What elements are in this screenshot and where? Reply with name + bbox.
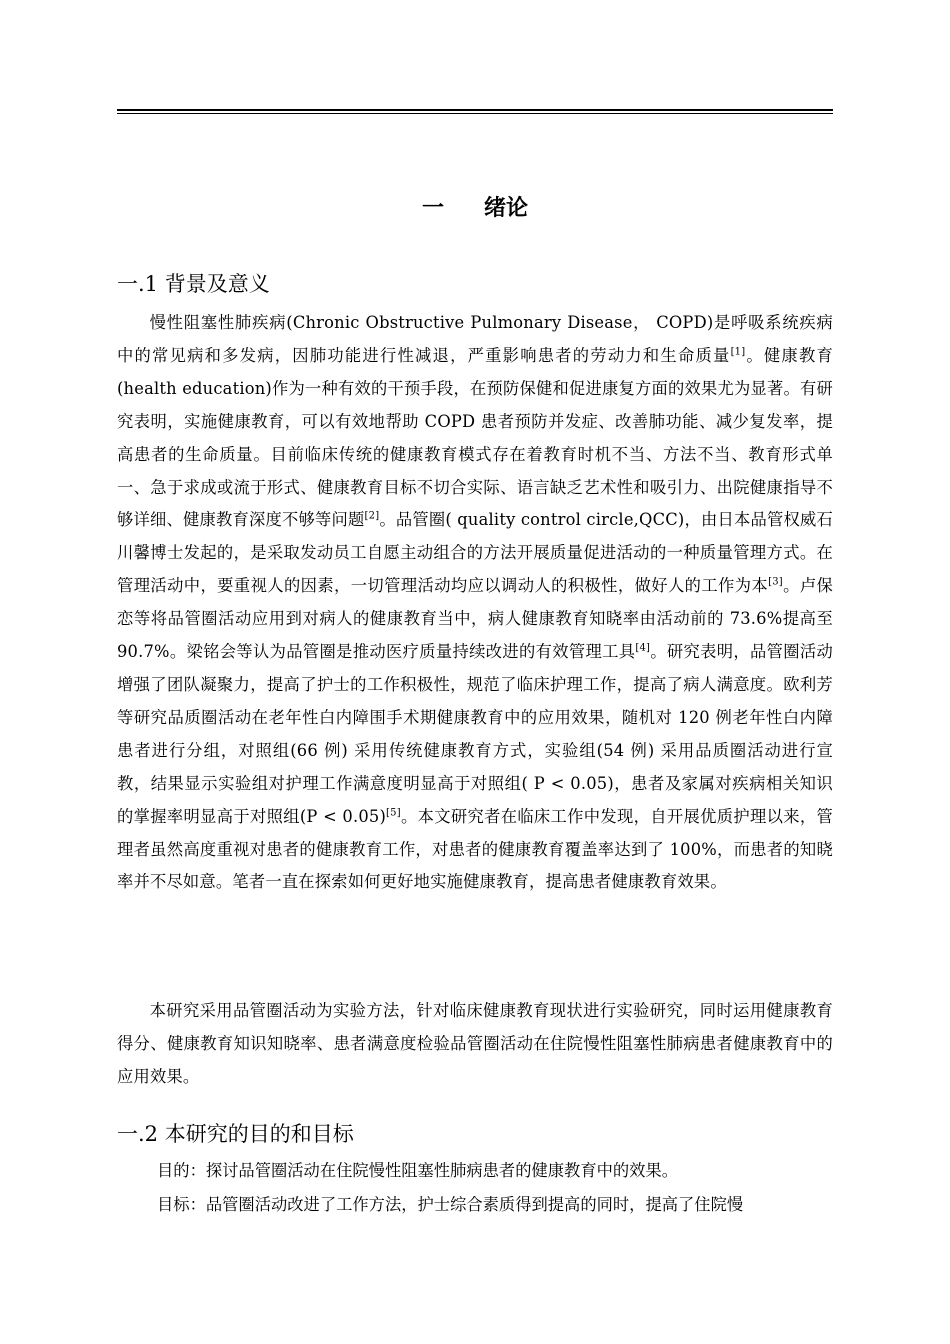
citation-2: [2]	[364, 511, 380, 523]
chapter-name: 绪论	[484, 196, 529, 221]
background-paragraph-2: 本研究采用品管圈活动为实验方法，针对临床健康教育现状进行实验研究，同时运用健康教育得分、健康教育知识知晓率、患者满意度检验品管圈活动在住院慢性阻塞性肺病患者健康教育中的应用效果。	[117, 1001, 833, 1086]
chapter-number: 一	[421, 196, 444, 221]
purpose-text: 目的：探讨品管圈活动在住院慢性阻塞性肺病患者的健康教育中的效果。	[157, 1161, 679, 1180]
section-heading-objectives: 一.2 本研究的目的和目标	[117, 1122, 354, 1146]
background-paragraph-1: 慢性阻塞性肺疾病(Chronic Obstructive Pulmonary Disease， COPD)是呼吸系统疾病中的常见病和多发病，因肺功能进行性减退，严重影响患者的劳动力和生命质量[1]。健康教育(health education)作为一种有效的干预手段，在预防保健和促进康复方面的效果尤为显著。有研究表明，实施健康教育，可以有效地帮助 COPD 患者预防并发症、改善肺功能、减少复发率，提高患者的生命质量。目前临床传统的健康教育模式存在着教育时机不当、方法不当、教育形式单一、急于求成或流于形式、健康教育目标不切合实际、语言缺乏艺术性和吸引力、出院健康指导不够详细、健康教育深度不够等问题[2]。品管圈( quality control circle,QCC)，由日本品管权威石川馨博士发起的，是采取发动员工自愿主动组合的方法开展质量促进活动的一种质量管理方式。在管理活动中，要重视人的因素，一切管理活动均应以调动人的积极性，做好人的工作为本[3]。卢保恋等将品管圈活动应用到对病人的健康教育当中，病人健康教育知晓率由活动前的 73.6%提高至 90.7%。梁铭会等认为品管圈是推动医疗质量持续改进的有效管理工具[4]。研究表明，品管圈活动增强了团队凝聚力，提高了护士的工作积极性，规范了临床护理工作，提高了病人满意度。欧利芳等研究品质圈活动在老年性白内障围手术期健康教育中的应用效果，随机对 120 例老年性白内障患者进行分组，对照组(66 例) 采用传统健康教育方式，实验组(54 例) 采用品质圈活动进行宣教，结果显示实验组对护理工作满意度明显高于对照组( P < 0.05)，患者及家属对疾病相关知识的掌握率明显高于对照组(P < 0.05)[5]。本文研究者在临床工作中发现，自开展优质护理以来，管理者虽然高度重视对患者的健康教育工作，对患者的健康教育覆盖率达到了 100%，而患者的知晓率并不尽如意。笔者一直在探索如何更好地实施健康教育，提高患者健康教育效果。	[117, 313, 834, 892]
citation-3: [3]	[768, 576, 783, 588]
chapter-title	[0, 193, 950, 225]
citation-4: [4]	[635, 642, 651, 654]
section-heading-background: 一.1 背景及意义	[117, 272, 270, 296]
citation-1: [1]	[730, 346, 746, 358]
header-rule-thin	[117, 113, 833, 114]
goal-text: 目标：品管圈活动改进了工作方法，护士综合素质得到提高的同时，提高了住院慢	[157, 1195, 744, 1214]
citation-5: [5]	[386, 807, 401, 819]
header-rule-thick	[117, 109, 833, 111]
